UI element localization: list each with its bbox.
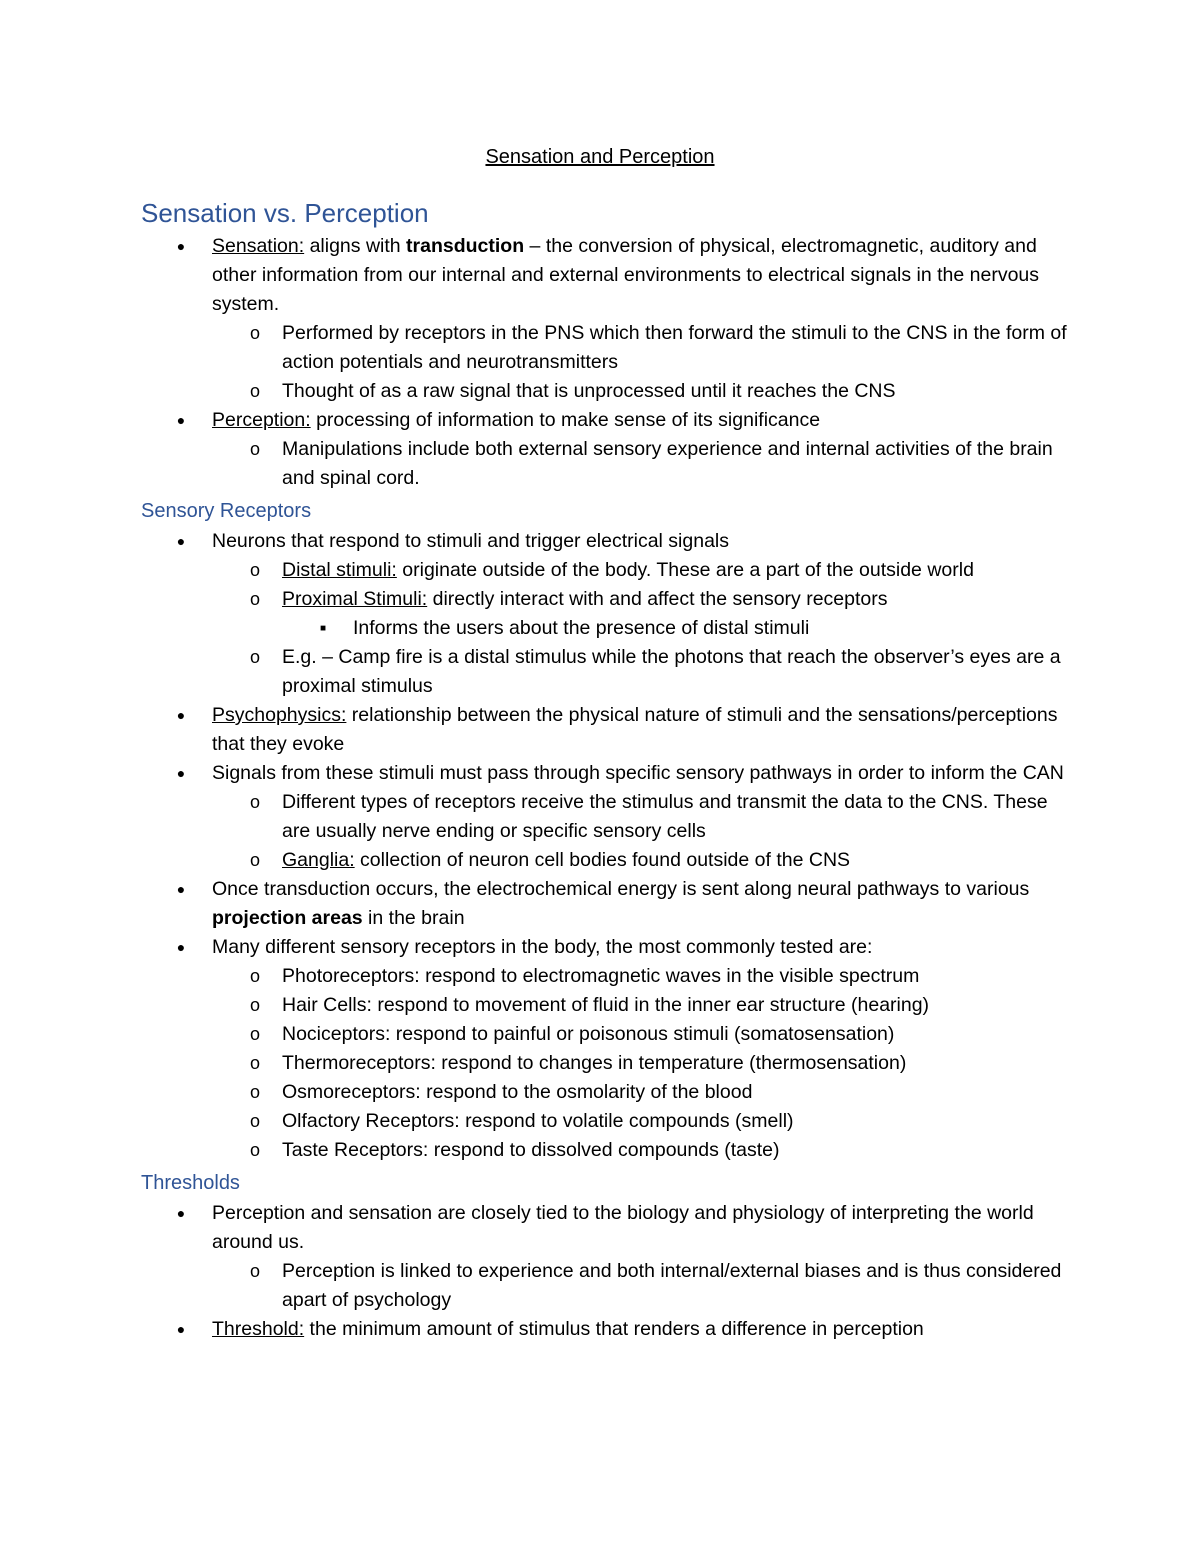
list-item (141, 614, 1071, 643)
term-label: Proximal Stimuli: (282, 588, 428, 610)
item-text: originate outside of the body. These are a part of the outside world (396, 559, 974, 581)
list-item (141, 435, 1071, 493)
bullet-marker: ■ (319, 623, 327, 634)
item-text: E.g. – Camp fire is a distal stimulus while the photons that reach the observer’s eyes are a proximal stimulus (282, 646, 1061, 697)
bullet-marker: ● (176, 412, 186, 428)
list-item (141, 406, 1071, 435)
receptor-item: Olfactory Receptors: respond to volatile compounds (smell) (282, 1110, 794, 1132)
term-label: Sensation: (212, 235, 305, 257)
document-body (141, 196, 1071, 1344)
item-text: Perception is linked to experience and both internal/external biases and is thus considered apart of psychology (282, 1260, 1062, 1311)
bold-term: transduction (406, 235, 525, 257)
item-text: Informs the users about the presence of distal stimuli (353, 617, 810, 639)
receptor-item: Hair Cells: respond to movement of fluid in the inner ear structure (hearing) (282, 994, 930, 1016)
list-item (141, 1078, 1071, 1107)
list-item (141, 1257, 1071, 1315)
bullet-marker: o (249, 792, 260, 812)
bullet-marker: o (249, 1140, 260, 1160)
bold-term: projection areas (212, 907, 363, 929)
receptor-item: Taste Receptors: respond to dissolved compounds (taste) (282, 1139, 780, 1161)
bullet-marker: o (249, 1024, 260, 1044)
term-label: Threshold: (212, 1318, 305, 1340)
bullet-marker: o (249, 1111, 260, 1131)
item-text: Different types of receptors receive the stimulus and transmit the data to the CNS. These are usually nerve ending or specific sensory cells (282, 791, 1048, 842)
item-text: processing of information to make sense of its significance (310, 409, 821, 431)
list-item (141, 991, 1071, 1020)
bullet-marker: o (249, 850, 260, 870)
item-text: Once transduction occurs, the electrochemical energy is sent along neural pathways to various (212, 878, 1030, 900)
bullet-marker: ● (176, 533, 186, 549)
bullet-marker: o (249, 589, 260, 609)
list-item (141, 962, 1071, 991)
section-heading-sensory-receptors: Sensory Receptors (141, 500, 312, 522)
item-text: directly interact with and affect the sensory receptors (427, 588, 888, 610)
item-text: relationship between the physical nature of stimuli and the sensations/perceptions that they evoke (212, 704, 1058, 755)
term-label: Ganglia: (282, 849, 355, 871)
item-text: Perception and sensation are closely tied to the biology and physiology of interpreting the world around us. (212, 1202, 1034, 1253)
list-item (141, 643, 1071, 701)
item-text: Thought of as a raw signal that is unprocessed until it reaches the CNS (282, 380, 896, 402)
receptor-item: Thermoreceptors: respond to changes in temperature (thermosensation) (282, 1052, 907, 1074)
bullet-marker: o (249, 1261, 260, 1281)
list-item (141, 846, 1071, 875)
bullet-marker: o (249, 647, 260, 667)
item-text: Manipulations include both external sensory experience and internal activities of the brain and spinal cord. (282, 438, 1053, 489)
list-item (141, 1199, 1071, 1257)
bullet-marker: ● (176, 881, 186, 897)
item-text: – the conversion of physical, electromagnetic, auditory and other information from our internal and external environments to electrical signals in the nervous system. (212, 235, 1040, 315)
term-label: Psychophysics: (212, 704, 347, 726)
list-item (141, 701, 1071, 759)
item-text: Performed by receptors in the PNS which then forward the stimuli to the CNS in the form of action potentials and neurotransmitters (282, 322, 1067, 373)
bullet-marker: o (249, 381, 260, 401)
list-item (141, 377, 1071, 406)
receptor-item: Osmoreceptors: respond to the osmolarity of the blood (282, 1081, 753, 1103)
bullet-marker: o (249, 966, 260, 986)
list-item (141, 933, 1071, 962)
item-text: Signals from these stimuli must pass through specific sensory pathways in order to inform the CAN (212, 762, 1064, 784)
list-item (141, 1315, 1071, 1344)
list-item (141, 1136, 1071, 1165)
bullet-marker: o (249, 995, 260, 1015)
term-label: Perception: (212, 409, 311, 431)
term-label: Distal stimuli: (282, 559, 397, 581)
list-item (141, 232, 1071, 319)
item-text: Many different sensory receptors in the body, the most commonly tested are: (212, 936, 873, 958)
item-text: the minimum amount of stimulus that renders a difference in perception (304, 1318, 924, 1340)
bullet-marker: o (249, 1082, 260, 1102)
bullet-marker: o (249, 323, 260, 343)
list-item (141, 585, 1071, 614)
bullet-marker: o (249, 1053, 260, 1073)
bullet-marker: o (249, 439, 260, 459)
bullet-marker: ● (176, 238, 186, 254)
bullet-marker: o (249, 560, 260, 580)
list-item (141, 875, 1071, 933)
bullet-marker: ● (176, 939, 186, 955)
bullet-marker: ● (176, 765, 186, 781)
list-item (141, 759, 1071, 788)
list-item (141, 788, 1071, 846)
list-item (141, 1049, 1071, 1078)
list-item (141, 527, 1071, 556)
section-heading-sensation-vs-perception: Sensation vs. Perception (141, 198, 429, 228)
item-text: Neurons that respond to stimuli and trigger electrical signals (212, 530, 730, 552)
bullet-marker: ● (176, 707, 186, 723)
list-item (141, 319, 1071, 377)
receptor-item: Nociceptors: respond to painful or poisonous stimuli (somatosensation) (282, 1023, 895, 1045)
list-item (141, 1020, 1071, 1049)
bullet-marker: ● (176, 1205, 186, 1221)
list-item (141, 556, 1071, 585)
section-heading-thresholds: Thresholds (141, 1172, 240, 1194)
bullet-marker: ● (176, 1321, 186, 1337)
item-text: in the brain (362, 907, 465, 929)
list-item (141, 1107, 1071, 1136)
receptor-item: Photoreceptors: respond to electromagnetic waves in the visible spectrum (282, 965, 920, 987)
document-title: Sensation and Perception (485, 146, 715, 168)
item-text: collection of neuron cell bodies found outside of the CNS (354, 849, 851, 871)
item-text: aligns with (304, 235, 407, 257)
